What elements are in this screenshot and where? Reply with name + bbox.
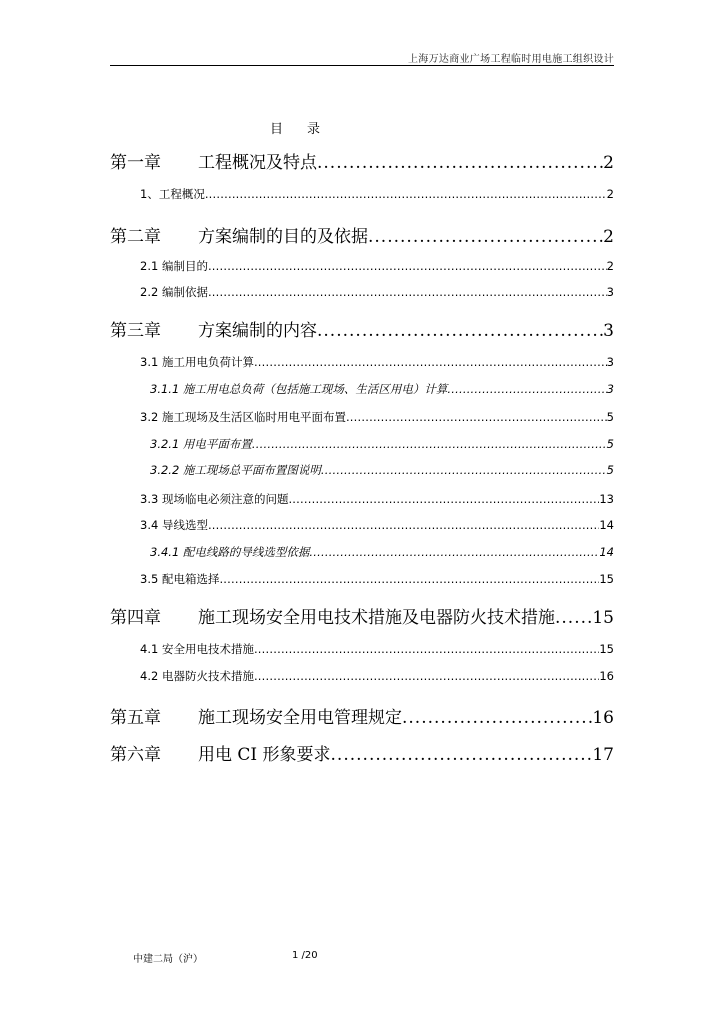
header-rule bbox=[110, 65, 614, 66]
toc-entry-label bbox=[140, 517, 208, 533]
toc-page-number: 3 bbox=[606, 382, 614, 396]
toc-section-entry[interactable] bbox=[140, 186, 614, 202]
toc-entry-title: 3.1 施工用电负荷计算 bbox=[140, 355, 254, 369]
toc-dot-leader bbox=[254, 669, 599, 683]
header-title: 上海万达商业广场工程临时用电施工组织设计 bbox=[408, 54, 614, 65]
toc-dot-leader bbox=[288, 492, 599, 506]
toc-dot-leader bbox=[402, 708, 592, 728]
toc-page-number: 16 bbox=[599, 669, 614, 683]
toc-chapter-number: 第二章 bbox=[110, 227, 161, 247]
toc-entry-title: 工程概况及特点 bbox=[198, 153, 317, 173]
toc-subsection-entry[interactable] bbox=[150, 544, 614, 560]
toc-entry-title: 3.2.1 用电平面布置 bbox=[150, 437, 252, 451]
toc-entry-title: 3.4.1 配电线路的导线选型依据 bbox=[150, 545, 310, 559]
toc-dot-leader bbox=[208, 285, 607, 299]
toc-entry-label bbox=[150, 462, 321, 478]
toc-chapter-number: 第一章 bbox=[110, 153, 161, 173]
toc-entry-label bbox=[150, 436, 252, 452]
toc-heading bbox=[270, 118, 320, 137]
toc-entry-label bbox=[140, 491, 288, 507]
toc-entry-title: 3.2 施工现场及生活区临时用电平面布置 bbox=[140, 410, 346, 424]
toc-entry-label bbox=[140, 571, 219, 587]
toc-section-entry[interactable] bbox=[140, 258, 614, 274]
toc-subsection-entry[interactable] bbox=[150, 381, 614, 397]
toc-chapter-entry[interactable] bbox=[110, 222, 614, 247]
toc-section-entry[interactable] bbox=[140, 571, 614, 587]
toc-page-number: 5 bbox=[606, 410, 614, 424]
toc-dot-leader bbox=[219, 572, 599, 586]
toc-entry-title: 3.5 配电箱选择 bbox=[140, 572, 220, 586]
toc-page-number: 15 bbox=[599, 572, 614, 586]
toc-entry-label bbox=[110, 316, 317, 341]
toc-heading-right: 录 bbox=[307, 122, 321, 137]
toc-entry-label bbox=[140, 186, 205, 202]
toc-chapter-number: 第六章 bbox=[110, 745, 161, 765]
toc-page-number: 15 bbox=[599, 642, 614, 656]
toc-entry-title: 施工现场安全用电技术措施及电器防火技术措施 bbox=[198, 608, 555, 628]
toc-dot-leader bbox=[254, 355, 607, 369]
toc-entry-label bbox=[140, 409, 346, 425]
toc-page-number: 2 bbox=[606, 259, 614, 273]
toc-dot-leader bbox=[317, 153, 603, 173]
toc-entry-title: 3.3 现场临电必须注意的问题 bbox=[140, 492, 289, 506]
toc-entry-title: 1、工程概况 bbox=[140, 187, 205, 201]
toc-chapter-entry[interactable] bbox=[110, 740, 614, 765]
footer-page-number: 1 /20 bbox=[292, 950, 318, 961]
toc-page-number: 14 bbox=[599, 545, 614, 559]
toc-page-number: 16 bbox=[592, 708, 614, 728]
toc-section-entry[interactable] bbox=[140, 354, 614, 370]
toc-dot-leader bbox=[205, 187, 607, 201]
toc-entry-label bbox=[110, 740, 331, 765]
toc-entry-label bbox=[110, 222, 368, 247]
toc-entry-title: 2.2 编制依据 bbox=[140, 285, 208, 299]
toc-entry-title: 3.2.2 施工现场总平面布置图说明 bbox=[150, 463, 321, 477]
toc-dot-leader bbox=[252, 437, 607, 451]
toc-page-number: 3 bbox=[606, 285, 614, 299]
toc-entry-label bbox=[140, 284, 208, 300]
toc-dot-leader bbox=[447, 382, 606, 396]
toc-entry-title: 4.1 安全用电技术措施 bbox=[140, 642, 254, 656]
toc-page-number: 2 bbox=[603, 153, 614, 173]
toc-entry-label bbox=[140, 354, 254, 370]
toc-page-number: 3 bbox=[603, 321, 614, 341]
toc-page-number: 17 bbox=[592, 745, 614, 765]
toc-entry-label bbox=[110, 703, 402, 728]
toc-heading-left: 目 bbox=[270, 122, 284, 137]
toc-entry-label bbox=[110, 603, 555, 628]
toc-chapter-entry[interactable] bbox=[110, 703, 614, 728]
toc-dot-leader bbox=[317, 321, 603, 341]
toc-page-number: 5 bbox=[606, 463, 614, 477]
toc-page-number: 5 bbox=[606, 437, 614, 451]
toc-dot-leader bbox=[346, 410, 607, 424]
toc-entry-label bbox=[150, 381, 447, 397]
toc-entry-title: 用电 CI 形象要求 bbox=[198, 745, 331, 765]
toc-dot-leader bbox=[331, 745, 593, 765]
toc-chapter-number: 第五章 bbox=[110, 708, 161, 728]
toc-entry-label bbox=[140, 668, 254, 684]
toc-page-number: 15 bbox=[592, 608, 614, 628]
toc-entry-title: 方案编制的内容 bbox=[198, 321, 317, 341]
toc-entry-title: 施工现场安全用电管理规定 bbox=[198, 708, 402, 728]
toc-subsection-entry[interactable] bbox=[150, 462, 614, 478]
toc-page-number: 3 bbox=[606, 355, 614, 369]
footer-company: 中建二局（沪） bbox=[133, 954, 203, 965]
toc-section-entry[interactable] bbox=[140, 641, 614, 657]
toc-page-number: 2 bbox=[603, 227, 614, 247]
toc-entry-title: 4.2 电器防火技术措施 bbox=[140, 669, 254, 683]
toc-chapter-entry[interactable] bbox=[110, 148, 614, 173]
toc-entry-title: 2.1 编制目的 bbox=[140, 259, 208, 273]
toc-dot-leader bbox=[309, 545, 599, 559]
toc-page-number: 2 bbox=[606, 187, 614, 201]
toc-entry-label bbox=[140, 641, 254, 657]
toc-dot-leader bbox=[254, 642, 599, 656]
toc-entry-label bbox=[140, 258, 208, 274]
toc-entry-label bbox=[110, 148, 317, 173]
toc-dot-leader bbox=[555, 608, 592, 628]
toc-page-number: 14 bbox=[599, 518, 614, 532]
toc-section-entry[interactable] bbox=[140, 668, 614, 684]
toc-chapter-entry[interactable] bbox=[110, 603, 614, 628]
toc-chapter-entry[interactable] bbox=[110, 316, 614, 341]
toc-entry-label bbox=[150, 544, 309, 560]
toc-dot-leader bbox=[208, 259, 607, 273]
toc-chapter-number: 第三章 bbox=[110, 321, 161, 341]
toc-entry-title: 方案编制的目的及依据 bbox=[198, 227, 368, 247]
toc-dot-leader bbox=[321, 463, 607, 477]
toc-section-entry[interactable] bbox=[140, 517, 614, 533]
toc-section-entry[interactable] bbox=[140, 491, 614, 507]
toc-section-entry[interactable] bbox=[140, 284, 614, 300]
toc-subsection-entry[interactable] bbox=[150, 436, 614, 452]
toc-section-entry[interactable] bbox=[140, 409, 614, 425]
toc-entry-title: 3.1.1 施工用电总负荷（包括施工现场、生活区用电）计算 bbox=[150, 382, 448, 396]
toc-chapter-number: 第四章 bbox=[110, 608, 161, 628]
toc-page-number: 13 bbox=[599, 492, 614, 506]
toc-entry-title: 3.4 导线选型 bbox=[140, 518, 208, 532]
toc-dot-leader bbox=[368, 227, 603, 247]
toc-dot-leader bbox=[208, 518, 599, 532]
